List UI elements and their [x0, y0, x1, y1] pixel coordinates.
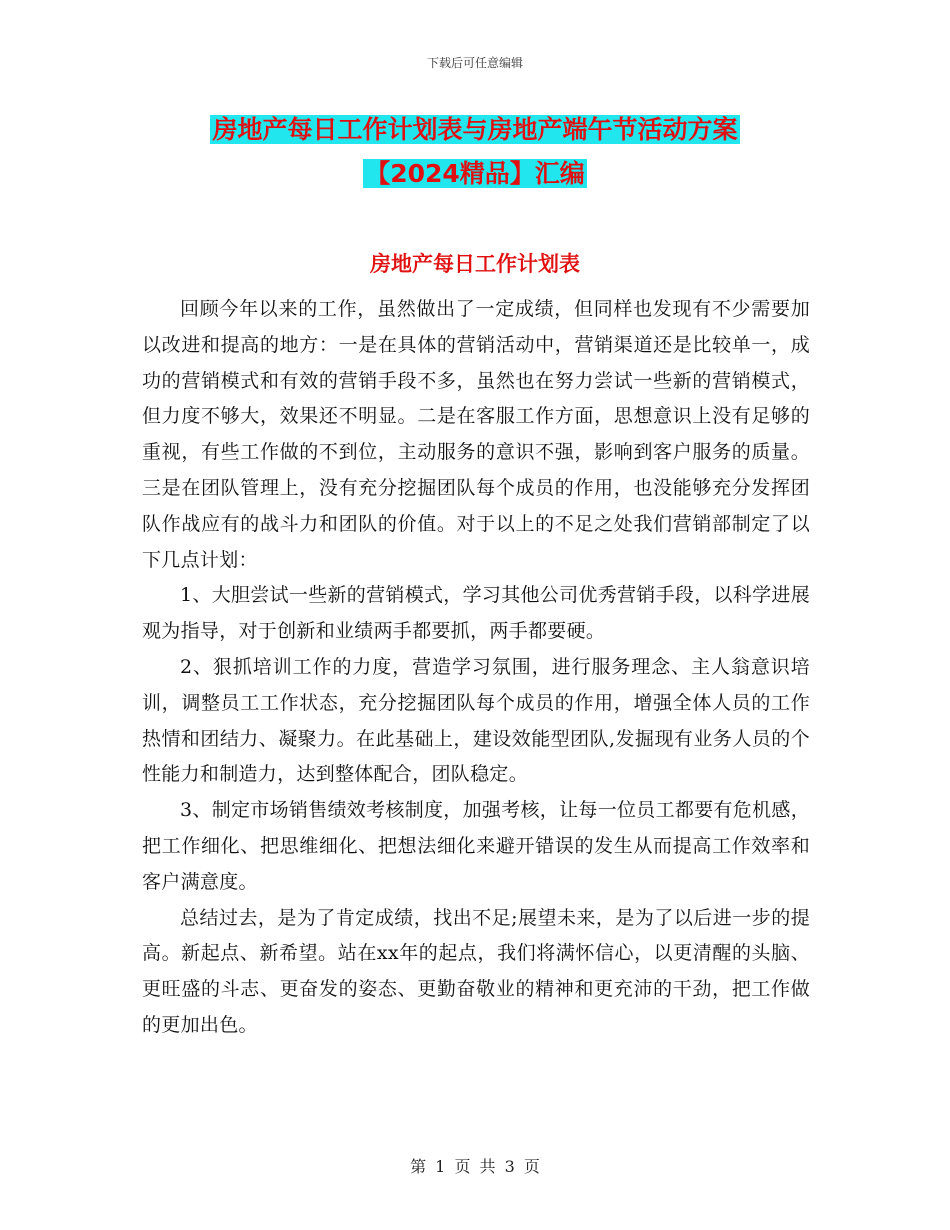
paragraph-summary: 总结过去，是为了肯定成绩，找出不足;展望未来，是为了以后进一步的提高。新起点、新希望。站在xx年的起点，我们将满怀信心，以更清醒的头脑、更旺盛的斗志、更奋发的姿态、更勤奋敬业的精神和更充沛的干劲，把工作做的更加出色。 [142, 906, 810, 1036]
paragraph-intro: 回顾今年以来的工作，虽然做出了一定成绩，但同样也发现有不少需要加以改进和提高的地方：一是在具体的营销活动中，营销渠道还是比较单一，成功的营销模式和有效的营销手段不多，虽然也在努力尝试一些新的营销模式，但力度不够大，效果还不明显。二是在客服工作方面，思想意识上没有足够的重视，有些工作做的不到位，主动服务的意识不强，影响到客户服务的质量。三是在团队管理上，没有充分挖掘团队每个成员的作用，也没能够充分发挥团队作战应有的战斗力和团队的价值。对于以上的不足之处我们营销部制定了以下几点计划： [142, 298, 810, 571]
section-heading: 房地产每日工作计划表 [370, 252, 580, 276]
document-body [142, 292, 810, 1044]
document-title-text-2: 【2024精品】汇编 [365, 159, 585, 188]
header-note: 下载后可任意编辑 [426, 56, 523, 70]
document-title-line-1 [0, 112, 950, 148]
page-footer: 第 1 页 共 3 页 [410, 1157, 540, 1176]
paragraph-plan-1: 1、大胆尝试一些新的营销模式，学习其他公司优秀营销手段，以科学进展观为指导，对于创新和业绩两手都要抓，两手都要硬。 [142, 584, 810, 643]
paragraph-plan-2: 2、狠抓培训工作的力度，营造学习氛围，进行服务理念、主人翁意识培训，调整员工工作状态，充分挖掘团队每个成员的作用，增强全体人员的工作热情和团结力、凝聚力。在此基础上，建设效能型团队,发掘现有业务人员的个性能力和制造力，达到整体配合，团队稳定。 [142, 655, 810, 786]
document-title-text-1: 房地产每日工作计划表与房地产端午节活动方案 [212, 115, 738, 144]
document-title-line-2 [0, 156, 950, 192]
paragraph-plan-3: 3、制定市场销售绩效考核制度，加强考核，让每一位员工都要有危机感，把工作细化、把思维细化、把想法细化来避开错误的发生从而提高工作效率和客户满意度。 [142, 799, 810, 893]
